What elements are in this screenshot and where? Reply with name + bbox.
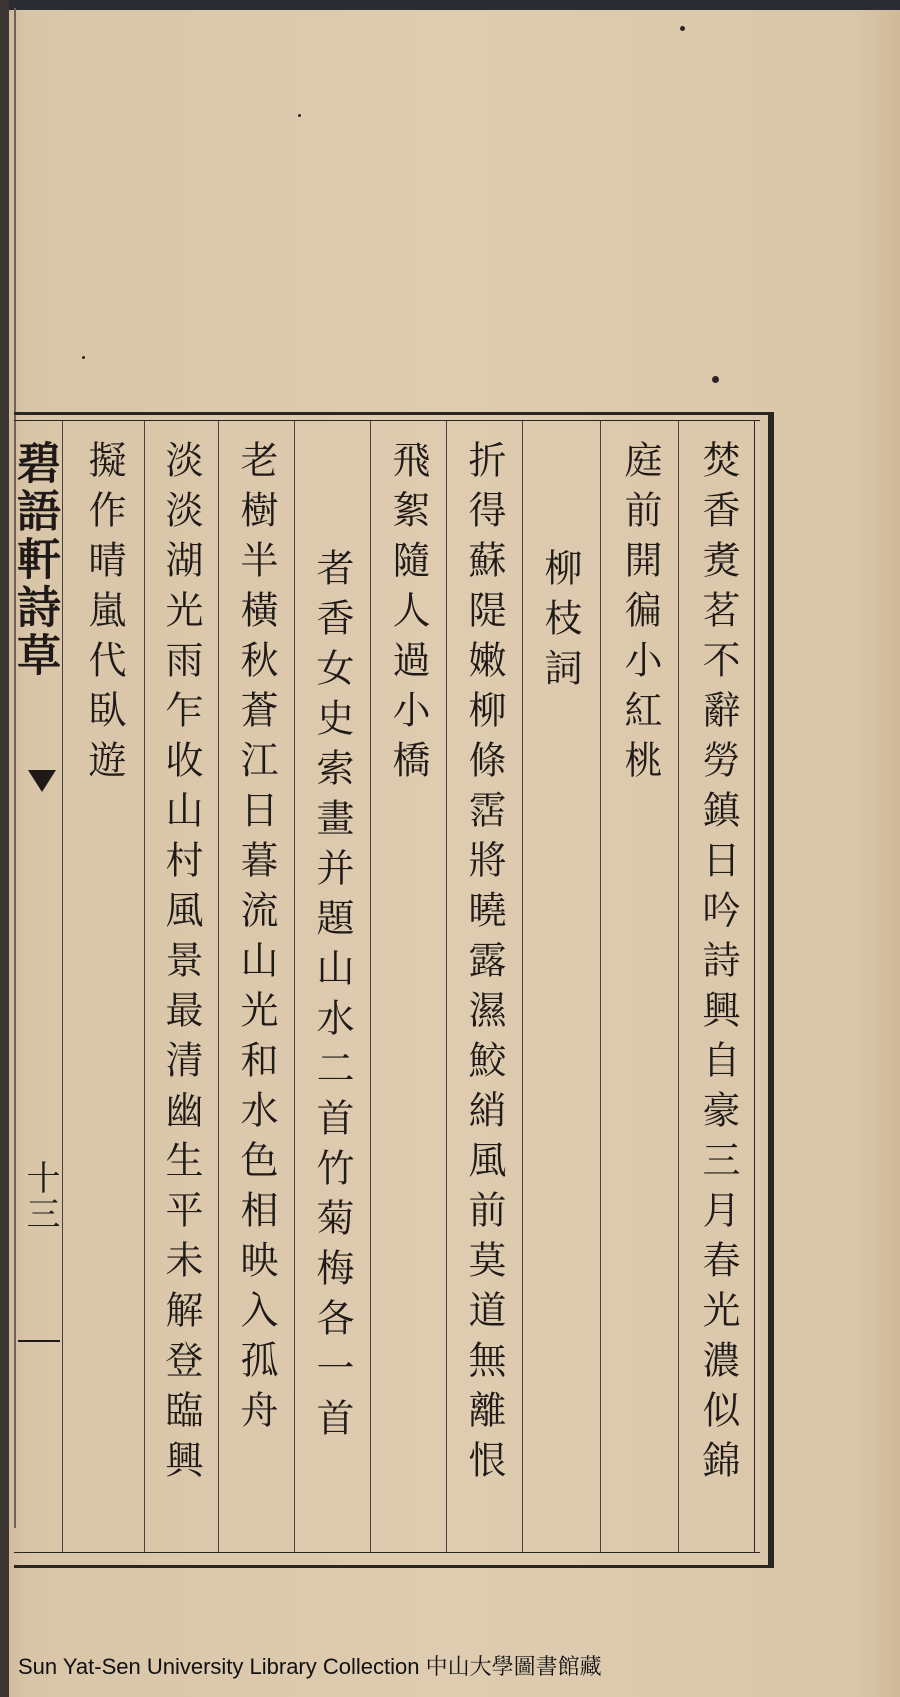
column-rule <box>446 421 447 1552</box>
spine-title: 碧語軒詩草 <box>9 440 60 680</box>
text-column: 焚香煑茗不辭勞鎮日吟詩興自豪三月春光濃似錦 <box>696 440 740 1490</box>
section-heading: 者香女史索畫并題山水二首竹菊梅各一首 <box>310 548 354 1448</box>
column-rule <box>62 421 63 1552</box>
fish-tail-mark <box>28 770 56 792</box>
top-edge <box>0 0 900 10</box>
text-column: 擬作晴嵐代臥遊 <box>82 440 126 790</box>
column-rule <box>678 421 679 1552</box>
spine-divider <box>18 1340 60 1342</box>
text-column: 折得蘇隄嫩柳條霑將曉露濕鮫綃風前莫道無離恨 <box>462 440 506 1490</box>
column-rule <box>144 421 145 1552</box>
text-column: 老樹半橫秋蒼江日暮流山光和水色相映入孤舟 <box>234 440 278 1440</box>
frame-inner-right <box>754 420 755 1552</box>
column-rule <box>522 421 523 1552</box>
column-rule <box>294 421 295 1552</box>
frame-inner-top <box>14 420 760 421</box>
text-column: 淡淡湖光雨乍收山村風景最清幽生平未解登臨興 <box>159 440 203 1490</box>
paper-speck <box>82 356 85 359</box>
page-number: 十三 <box>20 1160 60 1232</box>
frame-inner-bottom <box>14 1552 760 1553</box>
paper-speck <box>680 26 685 31</box>
binding-edge <box>0 0 9 1697</box>
column-rule <box>370 421 371 1552</box>
text-column: 飛絮隨人過小橋 <box>386 440 430 790</box>
column-rule <box>600 421 601 1552</box>
text-column: 庭前開徧小紅桃 <box>618 440 662 790</box>
column-rule <box>218 421 219 1552</box>
library-credit: Sun Yat-Sen University Library Collection 中山大學圖書館藏 <box>18 1654 602 1679</box>
paper-speck <box>712 376 719 383</box>
poem-title: 柳枝詞 <box>538 548 582 698</box>
paper-speck <box>298 114 301 117</box>
